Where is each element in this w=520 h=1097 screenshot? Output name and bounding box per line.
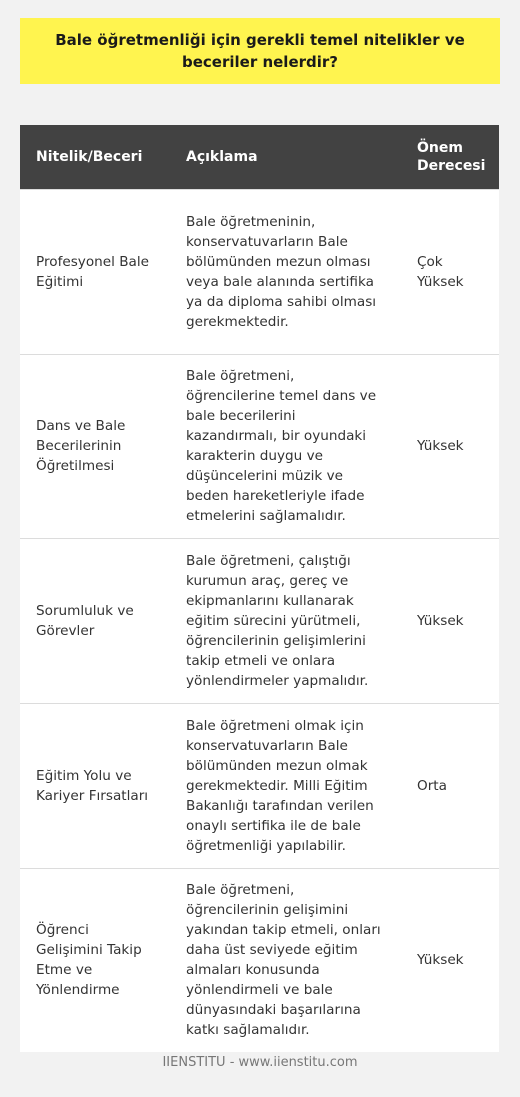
- cell-importance: Yüksek: [401, 868, 499, 1052]
- header-importance: Önem Derecesi: [401, 125, 499, 189]
- table-row: [20, 354, 499, 538]
- cell-description: Bale öğretmeni, çalıştığı kurumun araç, gereç ve ekipmanlarını kullanarak eğitim sürecini yürütmeli, öğrencilerinin gelişimlerini takip etmeli ve onlara yönlendirmeler yapmalıdır.: [170, 538, 401, 703]
- cell-description: Bale öğretmeninin, konservatuvarların Bale bölümünden mezun olması veya bale alanında sertifika ya da diploma sahibi olması gerekmektedir.: [170, 189, 401, 354]
- cell-skill: Profesyonel Bale Eğitimi: [20, 189, 170, 354]
- table-row: [20, 703, 499, 868]
- cell-description: Bale öğretmeni, öğrencilerinin gelişimini yakından takip etmeli, onları daha üst seviyede eğitim almaları konusunda yönlendirmeli ve bale dünyasındaki başarılarına katkı sağlamalıdır.: [170, 868, 401, 1052]
- cell-skill: Eğitim Yolu ve Kariyer Fırsatları: [20, 703, 170, 868]
- cell-description: Bale öğretmeni olmak için konservatuvarların Bale bölümünden mezun olmak gerekmektedir. Milli Eğitim Bakanlığı tarafından verilen onaylı sertifika ile de bale öğretmenliği yapılabilir.: [170, 703, 401, 868]
- header-description: Açıklama: [170, 125, 401, 189]
- table-row: [20, 189, 499, 354]
- header-skill: Nitelik/Beceri: [20, 125, 170, 189]
- cell-skill: Öğrenci Gelişimini Takip Etme ve Yönlendirme: [20, 868, 170, 1052]
- table-row: [20, 868, 499, 1052]
- cell-importance: Orta: [401, 703, 499, 868]
- cell-importance: Yüksek: [401, 538, 499, 703]
- footer-credit: IIENSTITU - www.iienstitu.com: [162, 1055, 358, 1070]
- skills-table: [20, 125, 499, 1052]
- cell-skill: Dans ve Bale Becerilerinin Öğretilmesi: [20, 354, 170, 538]
- page-title-text: Bale öğretmenliği için gerekli temel nitelikler ve beceriler nelerdir?: [55, 31, 465, 71]
- cell-skill: Sorumluluk ve Görevler: [20, 538, 170, 703]
- cell-description: Bale öğretmeni, öğrencilerine temel dans ve bale becerilerini kazandırmalı, bir oyundaki karakterin duygu ve düşüncelerini müzik ve beden hareketleriyle ifade etmelerini sağlamalıdır.: [170, 354, 401, 538]
- table-row: [20, 538, 499, 703]
- cell-importance: Çok Yüksek: [401, 189, 499, 354]
- page-title: [20, 18, 500, 84]
- cell-importance: Yüksek: [401, 354, 499, 538]
- table-header-row: [20, 125, 499, 189]
